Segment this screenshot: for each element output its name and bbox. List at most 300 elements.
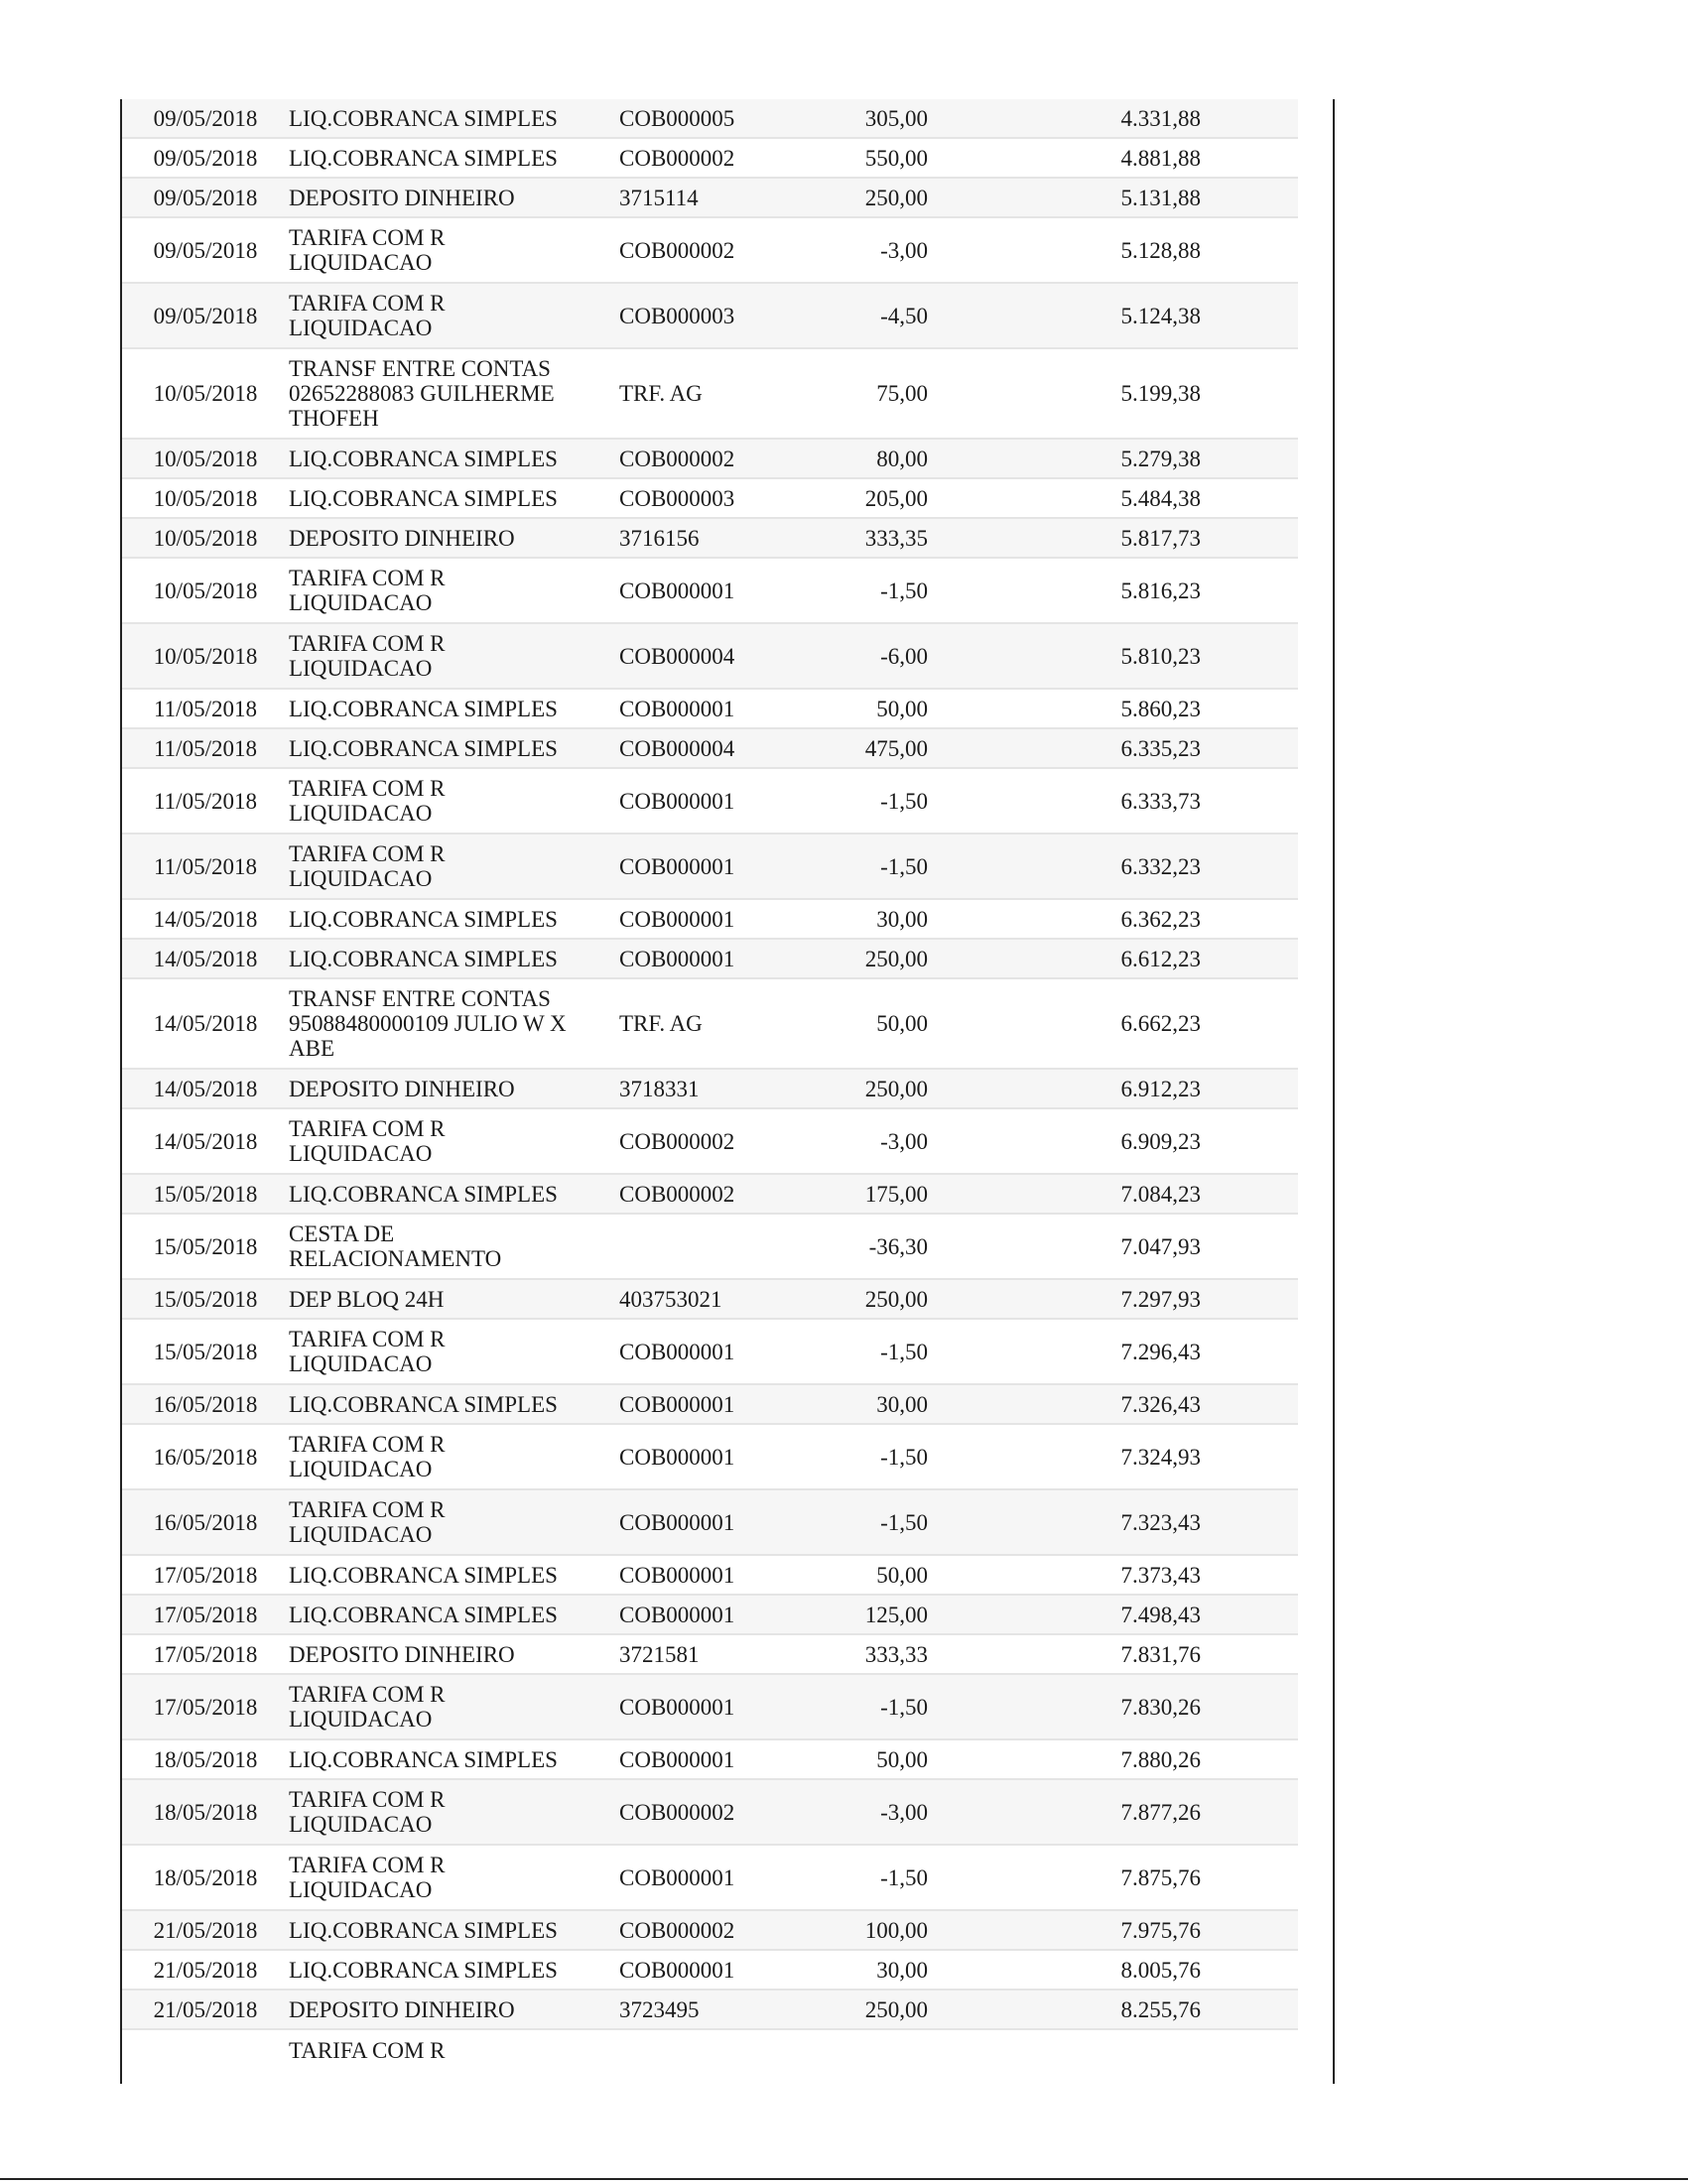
empty-cell: [928, 348, 1109, 439]
document-cell: COB000005: [619, 99, 807, 138]
value-cell: 80,00: [807, 439, 928, 478]
document-cell: TRF. AG: [619, 348, 807, 439]
date-cell: 14/05/2018: [122, 1108, 289, 1174]
description-cell: TARIFA COM R LIQUIDACAO: [289, 1424, 619, 1489]
description-cell: LIQ.COBRANCA SIMPLES: [289, 939, 619, 978]
balance-cell: 7.830,26: [1109, 1674, 1201, 1739]
description-cell: CESTA DE RELACIONAMENTO: [289, 1214, 619, 1279]
table-row: [122, 478, 1298, 518]
value-cell: -1,50: [807, 1674, 928, 1739]
empty-cell: [1201, 1108, 1298, 1174]
page-bottom-edge: [0, 2178, 1688, 2180]
empty-cell: [1201, 348, 1298, 439]
document-cell: 403753021: [619, 1279, 807, 1319]
document-cell: COB000001: [619, 1950, 807, 1990]
date-cell: 09/05/2018: [122, 138, 289, 178]
description-cell: TARIFA COM R LIQUIDACAO: [289, 1319, 619, 1384]
empty-cell: [1201, 439, 1298, 478]
empty-cell: [928, 1069, 1109, 1108]
description-cell: TARIFA COM R LIQUIDACAO: [289, 1489, 619, 1555]
description-cell: LIQ.COBRANCA SIMPLES: [289, 899, 619, 939]
empty-cell: [1201, 1595, 1298, 1634]
description-cell: DEP BLOQ 24H: [289, 1279, 619, 1319]
value-cell: 125,00: [807, 1595, 928, 1634]
balance-cell: 7.324,93: [1109, 1424, 1201, 1489]
description-cell: LIQ.COBRANCA SIMPLES: [289, 728, 619, 768]
table-row: [122, 689, 1298, 728]
empty-cell: [1201, 478, 1298, 518]
description-cell: TARIFA COM R LIQUIDACAO: [289, 558, 619, 623]
value-cell: 550,00: [807, 138, 928, 178]
empty-cell: [1201, 623, 1298, 689]
date-cell: 18/05/2018: [122, 1779, 289, 1845]
value-cell: 250,00: [807, 178, 928, 217]
balance-cell: 5.128,88: [1109, 217, 1201, 283]
date-cell: 17/05/2018: [122, 1555, 289, 1595]
balance-cell: 5.279,38: [1109, 439, 1201, 478]
document-cell: COB000001: [619, 1384, 807, 1424]
empty-cell: [1201, 1174, 1298, 1214]
description-cell: TARIFA COM R LIQUIDACAO: [289, 1108, 619, 1174]
balance-cell: 7.877,26: [1109, 1779, 1201, 1845]
empty-cell: [1201, 1424, 1298, 1489]
value-cell: 250,00: [807, 939, 928, 978]
empty-cell: [928, 623, 1109, 689]
date-cell: 16/05/2018: [122, 1489, 289, 1555]
document-cell: 3723495: [619, 1990, 807, 2029]
description-cell: LIQ.COBRANCA SIMPLES: [289, 1174, 619, 1214]
date-cell: 18/05/2018: [122, 1845, 289, 1910]
empty-cell: [928, 1279, 1109, 1319]
table-row: [122, 1674, 1298, 1739]
statement-table: [122, 99, 1298, 2094]
date-cell: 15/05/2018: [122, 1319, 289, 1384]
description-cell: TARIFA COM R LIQUIDACAO: [289, 623, 619, 689]
balance-cell: 6.335,23: [1109, 728, 1201, 768]
table-row: [122, 899, 1298, 939]
empty-cell: [1201, 1845, 1298, 1910]
empty-cell: [928, 1424, 1109, 1489]
table-row: [122, 1739, 1298, 1779]
value-cell: 30,00: [807, 899, 928, 939]
description-cell: DEPOSITO DINHEIRO: [289, 1069, 619, 1108]
table-row: [122, 1174, 1298, 1214]
document-cell: [619, 2029, 807, 2094]
empty-cell: [928, 728, 1109, 768]
empty-cell: [928, 899, 1109, 939]
value-cell: -6,00: [807, 623, 928, 689]
document-cell: 3716156: [619, 518, 807, 558]
date-cell: 10/05/2018: [122, 623, 289, 689]
document-cell: COB000002: [619, 1779, 807, 1845]
date-cell: 10/05/2018: [122, 518, 289, 558]
empty-cell: [928, 1214, 1109, 1279]
value-cell: -36,30: [807, 1214, 928, 1279]
empty-cell: [928, 283, 1109, 348]
balance-cell: 5.124,38: [1109, 283, 1201, 348]
empty-cell: [1201, 1739, 1298, 1779]
document-cell: COB000001: [619, 1319, 807, 1384]
date-cell: 14/05/2018: [122, 899, 289, 939]
empty-cell: [928, 939, 1109, 978]
balance-cell: 6.612,23: [1109, 939, 1201, 978]
balance-cell: 5.199,38: [1109, 348, 1201, 439]
empty-cell: [1201, 1674, 1298, 1739]
table-row: [122, 1384, 1298, 1424]
empty-cell: [928, 1779, 1109, 1845]
value-cell: 100,00: [807, 1910, 928, 1950]
date-cell: [122, 2029, 289, 2094]
value-cell: -3,00: [807, 1779, 928, 1845]
value-cell: 50,00: [807, 1555, 928, 1595]
table-row: [122, 1319, 1298, 1384]
date-cell: 15/05/2018: [122, 1279, 289, 1319]
description-cell: TARIFA COM R LIQUIDACAO: [289, 1845, 619, 1910]
document-cell: COB000004: [619, 728, 807, 768]
value-cell: -1,50: [807, 1424, 928, 1489]
empty-cell: [928, 2029, 1109, 2094]
document-cell: COB000003: [619, 283, 807, 348]
table-row: [122, 518, 1298, 558]
date-cell: 10/05/2018: [122, 348, 289, 439]
empty-cell: [928, 834, 1109, 899]
description-cell: LIQ.COBRANCA SIMPLES: [289, 1910, 619, 1950]
date-cell: 10/05/2018: [122, 478, 289, 518]
date-cell: 16/05/2018: [122, 1384, 289, 1424]
value-cell: -1,50: [807, 834, 928, 899]
empty-cell: [1201, 1634, 1298, 1674]
date-cell: 18/05/2018: [122, 1739, 289, 1779]
description-cell: LIQ.COBRANCA SIMPLES: [289, 1555, 619, 1595]
table-row: [122, 1950, 1298, 1990]
document-cell: COB000003: [619, 478, 807, 518]
empty-cell: [928, 1950, 1109, 1990]
balance-cell: 5.131,88: [1109, 178, 1201, 217]
value-cell: 50,00: [807, 978, 928, 1069]
document-cell: COB000001: [619, 899, 807, 939]
empty-cell: [928, 99, 1109, 138]
date-cell: 09/05/2018: [122, 178, 289, 217]
empty-cell: [1201, 978, 1298, 1069]
document-cell: COB000002: [619, 217, 807, 283]
empty-cell: [928, 1634, 1109, 1674]
value-cell: 50,00: [807, 1739, 928, 1779]
empty-cell: [1201, 1069, 1298, 1108]
table-row: [122, 939, 1298, 978]
description-cell: TARIFA COM R: [289, 2029, 619, 2094]
empty-cell: [928, 1910, 1109, 1950]
document-cell: COB000004: [619, 623, 807, 689]
empty-cell: [928, 1108, 1109, 1174]
date-cell: 14/05/2018: [122, 1069, 289, 1108]
balance-cell: 5.810,23: [1109, 623, 1201, 689]
description-cell: LIQ.COBRANCA SIMPLES: [289, 439, 619, 478]
description-cell: LIQ.COBRANCA SIMPLES: [289, 99, 619, 138]
empty-cell: [1201, 899, 1298, 939]
table-row: [122, 1489, 1298, 1555]
description-cell: LIQ.COBRANCA SIMPLES: [289, 138, 619, 178]
table-row: [122, 1279, 1298, 1319]
balance-cell: 7.296,43: [1109, 1319, 1201, 1384]
empty-cell: [1201, 728, 1298, 768]
value-cell: 50,00: [807, 689, 928, 728]
balance-cell: 6.912,23: [1109, 1069, 1201, 1108]
date-cell: 21/05/2018: [122, 1950, 289, 1990]
balance-cell: 7.297,93: [1109, 1279, 1201, 1319]
description-cell: LIQ.COBRANCA SIMPLES: [289, 1384, 619, 1424]
document-cell: COB000001: [619, 1555, 807, 1595]
value-cell: [807, 2029, 928, 2094]
balance-cell: 7.975,76: [1109, 1910, 1201, 1950]
empty-cell: [1201, 178, 1298, 217]
empty-cell: [928, 1674, 1109, 1739]
date-cell: 09/05/2018: [122, 217, 289, 283]
empty-cell: [1201, 689, 1298, 728]
date-cell: 09/05/2018: [122, 283, 289, 348]
table-row: [122, 2029, 1298, 2094]
empty-cell: [928, 138, 1109, 178]
table-row: [122, 1990, 1298, 2029]
balance-cell: 5.484,38: [1109, 478, 1201, 518]
empty-cell: [1201, 2029, 1298, 2094]
table-row: [122, 217, 1298, 283]
description-cell: DEPOSITO DINHEIRO: [289, 1990, 619, 2029]
balance-cell: 5.860,23: [1109, 689, 1201, 728]
empty-cell: [928, 439, 1109, 478]
balance-cell: 7.326,43: [1109, 1384, 1201, 1424]
balance-cell: 6.333,73: [1109, 768, 1201, 834]
empty-cell: [1201, 99, 1298, 138]
table-row: [122, 348, 1298, 439]
value-cell: 30,00: [807, 1384, 928, 1424]
date-cell: 14/05/2018: [122, 939, 289, 978]
value-cell: -1,50: [807, 1845, 928, 1910]
empty-cell: [1201, 1910, 1298, 1950]
balance-cell: 7.880,26: [1109, 1739, 1201, 1779]
empty-cell: [928, 558, 1109, 623]
description-cell: TARIFA COM R LIQUIDACAO: [289, 1674, 619, 1739]
table-row: [122, 1910, 1298, 1950]
document-cell: COB000001: [619, 1595, 807, 1634]
balance-cell: 5.817,73: [1109, 518, 1201, 558]
table-row: [122, 1069, 1298, 1108]
table-row: [122, 1634, 1298, 1674]
date-cell: 15/05/2018: [122, 1174, 289, 1214]
document-cell: COB000001: [619, 1674, 807, 1739]
description-cell: TARIFA COM R LIQUIDACAO: [289, 768, 619, 834]
value-cell: 250,00: [807, 1279, 928, 1319]
document-cell: COB000002: [619, 138, 807, 178]
empty-cell: [928, 1990, 1109, 2029]
description-cell: LIQ.COBRANCA SIMPLES: [289, 1950, 619, 1990]
empty-cell: [928, 1489, 1109, 1555]
value-cell: 30,00: [807, 1950, 928, 1990]
empty-cell: [928, 1595, 1109, 1634]
table-row: [122, 99, 1298, 138]
value-cell: -3,00: [807, 217, 928, 283]
value-cell: 205,00: [807, 478, 928, 518]
document-cell: TRF. AG: [619, 978, 807, 1069]
empty-cell: [928, 217, 1109, 283]
document-cell: [619, 1214, 807, 1279]
empty-cell: [1201, 768, 1298, 834]
document-cell: COB000001: [619, 1739, 807, 1779]
balance-cell: 4.881,88: [1109, 138, 1201, 178]
empty-cell: [1201, 939, 1298, 978]
date-cell: 11/05/2018: [122, 834, 289, 899]
table-row: [122, 1779, 1298, 1845]
value-cell: 305,00: [807, 99, 928, 138]
document-cell: COB000002: [619, 1108, 807, 1174]
date-cell: 17/05/2018: [122, 1674, 289, 1739]
empty-cell: [928, 768, 1109, 834]
statement-rows: [122, 99, 1298, 2094]
empty-cell: [928, 1845, 1109, 1910]
date-cell: 11/05/2018: [122, 768, 289, 834]
table-row: [122, 1214, 1298, 1279]
empty-cell: [928, 1739, 1109, 1779]
table-row: [122, 1595, 1298, 1634]
empty-cell: [928, 689, 1109, 728]
document-cell: 3721581: [619, 1634, 807, 1674]
balance-cell: 7.498,43: [1109, 1595, 1201, 1634]
document-cell: COB000002: [619, 439, 807, 478]
empty-cell: [928, 478, 1109, 518]
value-cell: 475,00: [807, 728, 928, 768]
document-cell: COB000002: [619, 1174, 807, 1214]
empty-cell: [928, 978, 1109, 1069]
table-row: [122, 1424, 1298, 1489]
description-cell: TRANSF ENTRE CONTAS 02652288083 GUILHERME THOFEH: [289, 348, 619, 439]
balance-cell: 5.816,23: [1109, 558, 1201, 623]
description-cell: LIQ.COBRANCA SIMPLES: [289, 478, 619, 518]
description-cell: TRANSF ENTRE CONTAS 95088480000109 JULIO W X ABE: [289, 978, 619, 1069]
description-cell: LIQ.COBRANCA SIMPLES: [289, 1595, 619, 1634]
table-row: [122, 1845, 1298, 1910]
date-cell: 21/05/2018: [122, 1910, 289, 1950]
empty-cell: [928, 1319, 1109, 1384]
balance-cell: 6.909,23: [1109, 1108, 1201, 1174]
empty-cell: [928, 178, 1109, 217]
description-cell: DEPOSITO DINHEIRO: [289, 178, 619, 217]
description-cell: LIQ.COBRANCA SIMPLES: [289, 689, 619, 728]
description-cell: TARIFA COM R LIQUIDACAO: [289, 283, 619, 348]
empty-cell: [1201, 1779, 1298, 1845]
balance-cell: 6.362,23: [1109, 899, 1201, 939]
balance-cell: 7.047,93: [1109, 1214, 1201, 1279]
date-cell: 11/05/2018: [122, 728, 289, 768]
date-cell: 17/05/2018: [122, 1634, 289, 1674]
empty-cell: [928, 1555, 1109, 1595]
document-cell: COB000001: [619, 689, 807, 728]
value-cell: -1,50: [807, 1319, 928, 1384]
value-cell: 250,00: [807, 1990, 928, 2029]
table-row: [122, 834, 1298, 899]
table-row: [122, 623, 1298, 689]
table-row: [122, 439, 1298, 478]
document-cell: COB000001: [619, 939, 807, 978]
document-cell: 3715114: [619, 178, 807, 217]
balance-cell: 7.323,43: [1109, 1489, 1201, 1555]
balance-cell: 7.831,76: [1109, 1634, 1201, 1674]
value-cell: 175,00: [807, 1174, 928, 1214]
balance-cell: 6.662,23: [1109, 978, 1201, 1069]
date-cell: 10/05/2018: [122, 439, 289, 478]
date-cell: 14/05/2018: [122, 978, 289, 1069]
empty-cell: [1201, 558, 1298, 623]
document-cell: COB000001: [619, 1845, 807, 1910]
document-cell: 3718331: [619, 1069, 807, 1108]
date-cell: 09/05/2018: [122, 99, 289, 138]
table-row: [122, 1555, 1298, 1595]
empty-cell: [1201, 1384, 1298, 1424]
empty-cell: [1201, 1489, 1298, 1555]
date-cell: 15/05/2018: [122, 1214, 289, 1279]
value-cell: 250,00: [807, 1069, 928, 1108]
document-cell: COB000001: [619, 1489, 807, 1555]
empty-cell: [1201, 1214, 1298, 1279]
balance-cell: 8.255,76: [1109, 1990, 1201, 2029]
date-cell: 21/05/2018: [122, 1990, 289, 2029]
description-cell: LIQ.COBRANCA SIMPLES: [289, 1739, 619, 1779]
value-cell: 333,33: [807, 1634, 928, 1674]
empty-cell: [1201, 283, 1298, 348]
value-cell: 333,35: [807, 518, 928, 558]
empty-cell: [928, 1384, 1109, 1424]
description-cell: TARIFA COM R LIQUIDACAO: [289, 834, 619, 899]
date-cell: 10/05/2018: [122, 558, 289, 623]
table-row: [122, 1108, 1298, 1174]
table-row: [122, 178, 1298, 217]
table-row: [122, 728, 1298, 768]
document-cell: COB000001: [619, 558, 807, 623]
table-row: [122, 138, 1298, 178]
empty-cell: [1201, 138, 1298, 178]
value-cell: -1,50: [807, 768, 928, 834]
description-cell: DEPOSITO DINHEIRO: [289, 518, 619, 558]
balance-cell: 8.005,76: [1109, 1950, 1201, 1990]
document-cell: COB000001: [619, 768, 807, 834]
document-cell: COB000002: [619, 1910, 807, 1950]
description-cell: DEPOSITO DINHEIRO: [289, 1634, 619, 1674]
empty-cell: [1201, 1319, 1298, 1384]
table-row: [122, 768, 1298, 834]
balance-cell: 4.331,88: [1109, 99, 1201, 138]
balance-cell: 7.875,76: [1109, 1845, 1201, 1910]
table-row: [122, 283, 1298, 348]
empty-cell: [928, 518, 1109, 558]
empty-cell: [1201, 518, 1298, 558]
balance-cell: 7.084,23: [1109, 1174, 1201, 1214]
date-cell: 16/05/2018: [122, 1424, 289, 1489]
balance-cell: 7.373,43: [1109, 1555, 1201, 1595]
empty-cell: [1201, 1990, 1298, 2029]
empty-cell: [1201, 217, 1298, 283]
empty-cell: [1201, 1950, 1298, 1990]
table-row: [122, 978, 1298, 1069]
description-cell: TARIFA COM R LIQUIDACAO: [289, 217, 619, 283]
balance-cell: [1109, 2029, 1201, 2094]
value-cell: -1,50: [807, 558, 928, 623]
description-cell: TARIFA COM R LIQUIDACAO: [289, 1779, 619, 1845]
table-row: [122, 558, 1298, 623]
page-right-border: [1333, 99, 1335, 2084]
empty-cell: [1201, 1555, 1298, 1595]
empty-cell: [928, 1174, 1109, 1214]
empty-cell: [1201, 1279, 1298, 1319]
value-cell: 75,00: [807, 348, 928, 439]
value-cell: -1,50: [807, 1489, 928, 1555]
